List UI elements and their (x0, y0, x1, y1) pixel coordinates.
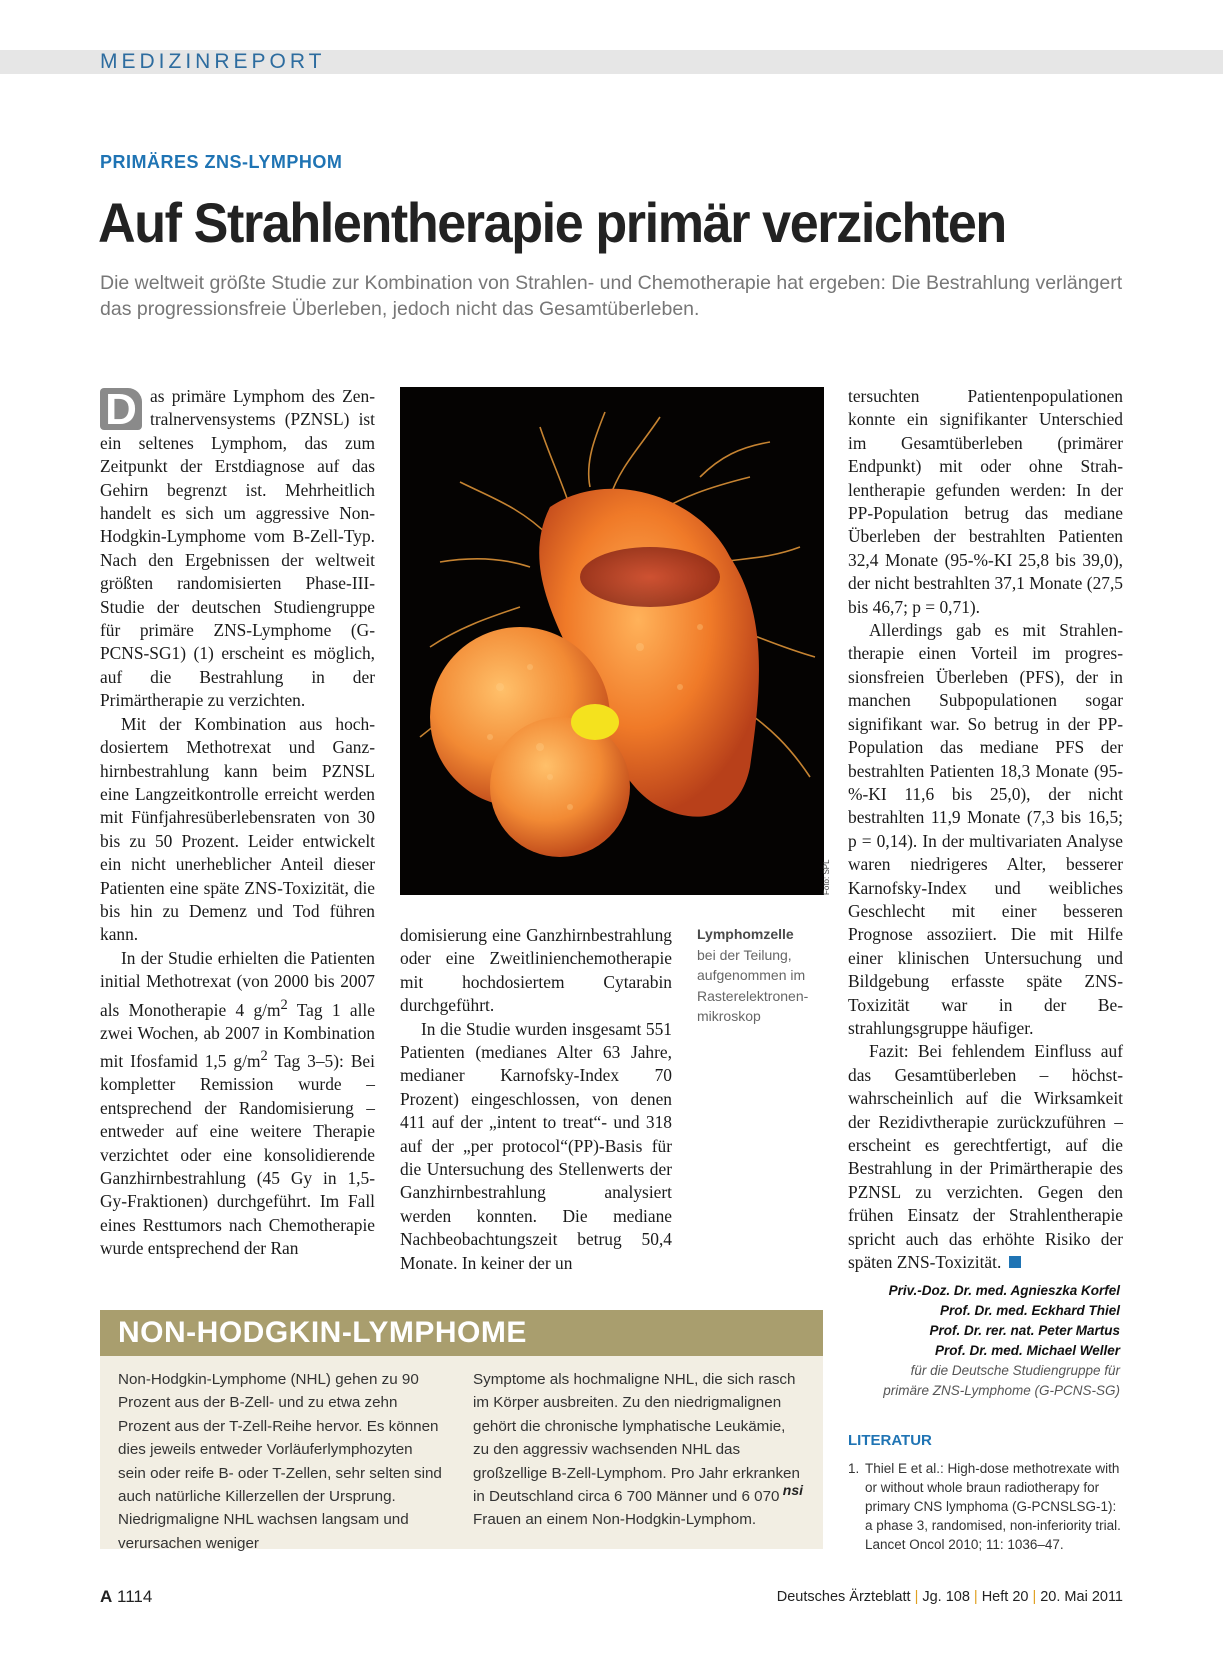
paragraph: Allerdings gab es mit Strahlentherapie einen Vorteil im progressionsfreien Überleben (PFS), der in manchen Subpopulationen sogar signifikant war. So betrug in der PP-Population das mediane PFS der bestrahlten Patienten 18,3 Monate (95-%-KI 11,6 bis 25,0), der nicht bestrahlten 11,9 Monate (7,3 bis 16,5; p = 0,14). In der multivariaten Analyse waren niedrigeres Alter, besserer Karnofsky-Index und weibliches Geschlecht mit einer besseren Prognose assoziiert. Die mit Hilfe einer klinischen Untersuchung und Bildgebung erfasste späte ZNS-Toxizität war in der Bestrahlungsgruppe häufiger. (848, 620, 1123, 1038)
article-column-2 (400, 924, 672, 1275)
separator: | (914, 1589, 919, 1605)
paragraph (100, 947, 375, 1261)
info-box-column-2: Symptome als hochmaligne NHL, die sich rasch im Körper ausbreiten. Zu den niedrigmalignen gehört die chronische lymphatische Leukämie, zu den aggressiv wachsenden NHL das großzellige B-Zell-Lymphom. Pro Jahr erkranken in Deutschland circa 6 700 Männer und 6 070 Frauen an einem Non-Hodgkin-Lymphom. (473, 1371, 800, 1529)
article-column-1 (100, 385, 375, 1261)
info-box-column-1: Non-Hodgkin-Lymphome (NHL) gehen zu 90 Prozent aus der B-Zell- und zu etwa zehn Prozent aus der T-Zell-Reihe hervor. Es können dies jeweils entweder Vorläuferlymphozyten sein oder reife B- oder T-Zellen, sehr selten sind auch natürliche Killerzellen der Ursprung. Niedrigmaligne NHL wachsen langsam und verursachen weniger (118, 1371, 442, 1552)
author-name: Prof. Dr. med. Eckhard Thiel (939, 1303, 1120, 1318)
figure-caption (697, 924, 827, 1027)
lymphoma-cell-illustration (400, 387, 824, 895)
article-lead: Die weltweit größte Studie zur Kombination von Strahlen- und Chemotherapie hat ergeben: Die Bestrahlung verlängert das progressionsfreie Überleben, jedoch nicht das Gesamtüberleben. (100, 272, 1123, 320)
article-kicker: PRIMÄRES ZNS-LYMPHOM (100, 152, 343, 172)
paragraph (848, 1040, 1123, 1274)
reference-item (848, 1459, 1123, 1554)
paragraph (100, 385, 375, 713)
superscript: 2 (260, 1048, 268, 1065)
caption-text: bei der Teilung, aufgenommen im Rasterelektronenmikroskop (697, 946, 809, 1024)
author-name: Prof. Dr. rer. nat. Peter Martus (929, 1323, 1120, 1338)
separator: | (1032, 1589, 1037, 1605)
paragraph-text: Tag 1 alle zwei Wochen, ab 2007 in Kombination mit Ifosfamid 1,5 g/m (100, 999, 375, 1071)
info-box-author: nsi (782, 1482, 803, 1498)
paragraph: In die Studie wurden insgesamt 551 Patienten (medianes Alter 63 Jahre, medianer Karnofsky-Index 70 Prozent) eingeschlossen, von denen 411 auf der „intent to treat“- und 318 auf der „per protocol“(PP)-Basis für die Untersuchung des Stellenwerts der Ganzhirnbestrahlung analysiert werden konnten. Die mediane Nachbeobachtungszeit betrug 50,4 Monate. In keiner der un (400, 1018, 672, 1273)
section-label: MEDIZINREPORT (100, 50, 326, 73)
drop-cap: D (100, 388, 142, 430)
paragraph-text: Fazit: Bei fehlendem Einfluss auf das Gesamtüberleben – höchstwahrscheinlich auf die Wirksamkeit der Rezidivtherapie zurückzuführen – erscheint es gerechtfertigt, auf die Bestrahlung in der Primärtherapie des PZNSL zu verzichten. Gegen den frühen Einsatz der Strahlentherapie spricht auch das erhöhte Risiko der späten ZNS-Toxizität. (848, 1041, 1123, 1273)
journal-date: 20. Mai 2011 (1040, 1589, 1123, 1605)
page-number-value: 1114 (117, 1587, 153, 1606)
lymphoma-cell-photo (400, 387, 824, 895)
paragraph-text: as primäre Lymphom des Zentralnervensystems (PZNSL) ist ein seltenes Lymphom, das zum Zeitpunkt der Erstdiagnose auf das Gehirn begrenzt ist. Mehrheitlich handelt es sich um aggressive Non-Hodgkin-Lymphome vom B-Zell-Typ. Nach den Ergebnissen der weltweit größten randomisierten Phase-III-Studie der deutschen Studiengruppe für primäre ZNS-Lymphome (G-PCNS-SG1) (1) erscheint es möglich, auf die Bestrahlung in der Primärtherapie zu verzichten. (100, 386, 375, 711)
journal-info (777, 1589, 1123, 1605)
journal-volume: Jg. 108 (922, 1589, 970, 1605)
paragraph: tersuchten Patientenpopulationen konnte ein signifikanter Unterschied im Gesamtüberleben (primärer Endpunkt) mit oder ohne Strahlentherapie gefunden werden: In der PP-Population betrug das mediane Überleben der bestrahlten Patienten 32,4 Monate (95-%-KI 25,8 bis 39,0), der nicht bestrahlten 37,1 Monate (27,5 bis 46,7; p = 0,71). (848, 386, 1123, 617)
article-title: Auf Strahlentherapie primär verzichten (98, 191, 1006, 254)
info-box (100, 1310, 823, 1552)
page-number (100, 1587, 152, 1607)
separator: | (973, 1589, 978, 1605)
paragraph: Mit der Kombination aus hochdosiertem Methotrexat und Ganzhirnbestrahlung kann beim PZNSL eine Langzeitkontrolle erreicht werden mit Fünfjahresüberlebensraten von 30 bis zu 50 Prozent. Leider entwickelt ein nicht unerheblicher Anteil dieser Patienten eine späte ZNS-Toxizität, die bis hin zu Demenz und Tod führen kann. (100, 713, 375, 945)
end-of-article-mark (1009, 1256, 1021, 1268)
journal-issue: Heft 20 (981, 1589, 1029, 1605)
photo-credit: Foto: SPL (822, 859, 831, 895)
journal-name: Deutsches Ärzteblatt (776, 1589, 911, 1605)
author-block (850, 1281, 1120, 1401)
author-affiliation: primäre ZNS-Lymphome (G-PCNS-SG) (883, 1383, 1120, 1398)
paragraph-text: In der Studie erhielten die Patienten initial Methotrexat (von 2000 bis 2007 als Monotherapie 4 g/m (100, 947, 375, 1020)
page-prefix: A (100, 1587, 113, 1606)
author-name: Prof. Dr. med. Michael Weller (934, 1343, 1120, 1358)
reference-text: Thiel E et al.: High-dose methotrexate with or without whole braun radiotherapy for primary CNS lymphoma (G-PCNSLSG-1): a phase 3, randomised, non-inferiority trial. Lancet Oncol 2010; 11: 1036–47. (865, 1461, 1121, 1552)
info-box-title: NON-HODGKIN-LYMPHOME (118, 1316, 527, 1349)
author-name: Priv.-Doz. Dr. med. Agnieszka Korfel (888, 1283, 1120, 1298)
caption-title: Lymphomzelle (697, 926, 794, 942)
paragraph: domisierung eine Ganzhirnbestrahlung oder eine Zweitlinienchemotherapie mit hochdosiertem Cytarabin durchgeführt. (400, 925, 672, 1016)
author-affiliation: für die Deutsche Studiengruppe für (910, 1363, 1120, 1378)
literature-heading: LITERATUR (848, 1432, 932, 1449)
reference-number: 1. (848, 1461, 860, 1476)
info-box-header (100, 1310, 823, 1356)
article-column-3 (848, 385, 1123, 1274)
superscript: 2 (280, 996, 288, 1013)
paragraph-text: Tag 3–5): Bei kompletter Remission wurde – entsprechend der Randomisierung – entweder auf eine weitere Therapie verzichtet oder eine konsolidierende Ganzhirnbestrahlung (45 Gy in 1,5-Gy-Fraktionen) durchgeführt. Im Fall eines Resttumors nach Chemotherapie wurde entsprechend der Ran (100, 1050, 375, 1259)
